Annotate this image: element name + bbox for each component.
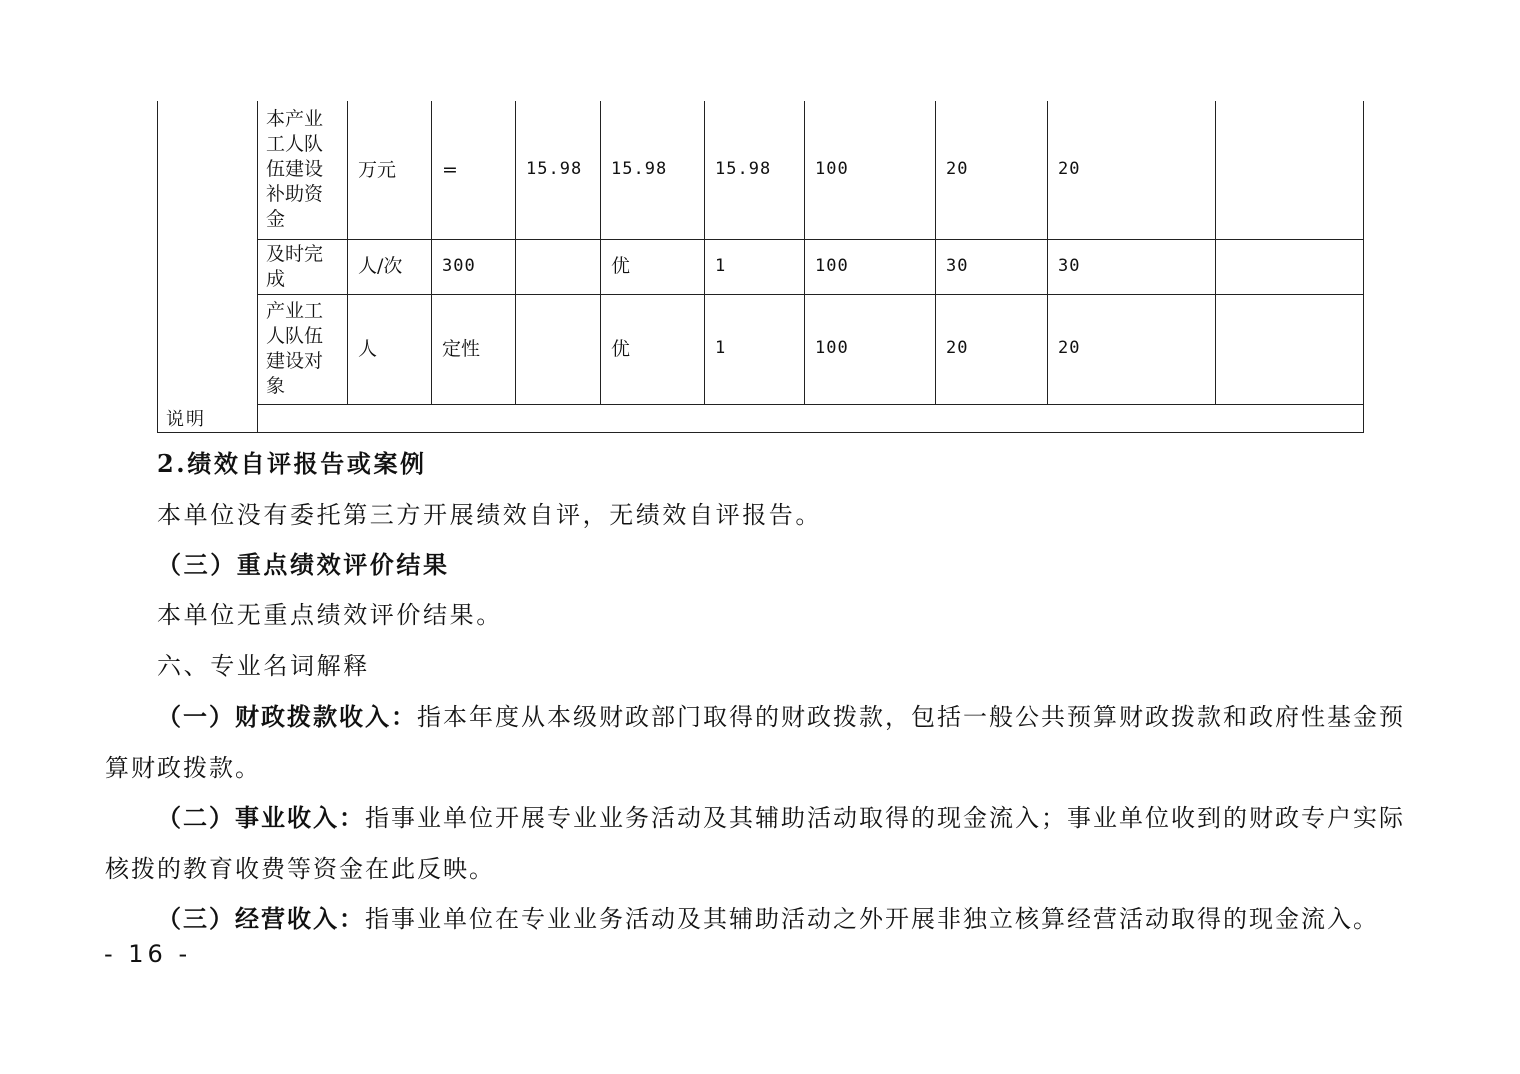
unit-cell: 人 <box>348 294 432 404</box>
note-value <box>258 404 1364 432</box>
value-cell: 20 <box>936 294 1048 404</box>
value-cell: 20 <box>1048 101 1216 239</box>
term-definition: 指事业单位开展专业业务活动及其辅助活动取得的现金流入；事业单位收到的财政专户实际核拨的教育收费等资金在此反映。 <box>105 804 1405 883</box>
value-cell: 30 <box>1048 239 1216 294</box>
term-fiscal-appropriation <box>105 691 1417 794</box>
term-definition: 指事业单位在专业业务活动及其辅助活动之外开展非独立核算经营活动取得的现金流入。 <box>365 905 1379 933</box>
paragraph-key-results: 本单位无重点绩效评价结果。 <box>157 601 503 629</box>
term-label: （三）经营收入： <box>157 904 365 933</box>
section-heading-report: 2.绩效自评报告或案例 <box>157 449 427 478</box>
term-business-income <box>105 792 1417 895</box>
value-cell: 20 <box>1048 294 1216 404</box>
term-label: （二）事业收入： <box>157 803 365 832</box>
value-cell: 30 <box>936 239 1048 294</box>
note-row <box>158 404 1364 432</box>
actual-cell: 15.98 <box>601 101 705 239</box>
target-cell <box>516 294 601 404</box>
unit-cell: 人/次 <box>348 239 432 294</box>
page-number: - 16 - <box>104 940 192 968</box>
term-definition: 指本年度从本级财政部门取得的财政拨款，包括一般公共预算财政拨款和政府性基金预算财政拨款。 <box>105 703 1405 782</box>
value-cell: 100 <box>805 239 936 294</box>
table-row <box>158 294 1364 404</box>
value-cell: 100 <box>805 294 936 404</box>
term-operating-income <box>105 893 1417 945</box>
symbol-cell: 定性 <box>432 294 516 404</box>
symbol-cell: 300 <box>432 239 516 294</box>
value-cell: 15.98 <box>705 101 805 239</box>
target-cell: 15.98 <box>516 101 601 239</box>
performance-table <box>157 101 1364 433</box>
table-row <box>158 101 1364 239</box>
merged-blank-cell <box>158 101 258 404</box>
value-cell: 100 <box>805 101 936 239</box>
indicator-name-cell: 及时完成 <box>258 239 348 294</box>
remark-cell <box>1216 294 1364 404</box>
remark-cell <box>1216 239 1364 294</box>
symbol-cell: = <box>432 101 516 239</box>
target-cell <box>516 239 601 294</box>
indicator-name-cell: 本产业工人队伍建设补助资金 <box>258 101 348 239</box>
actual-cell: 优 <box>601 239 705 294</box>
note-label: 说明 <box>158 404 258 432</box>
value-cell: 20 <box>936 101 1048 239</box>
unit-cell: 万元 <box>348 101 432 239</box>
indicator-name-cell: 产业工人队伍建设对象 <box>258 294 348 404</box>
value-cell: 1 <box>705 294 805 404</box>
section-heading-key-results: （三）重点绩效评价结果 <box>157 550 450 579</box>
term-label: （一）财政拨款收入： <box>157 702 417 731</box>
table-row <box>158 239 1364 294</box>
paragraph-report: 本单位没有委托第三方开展绩效自评，无绩效自评报告。 <box>157 501 822 529</box>
section-heading-terms: 六、专业名词解释 <box>157 652 370 680</box>
actual-cell: 优 <box>601 294 705 404</box>
value-cell: 1 <box>705 239 805 294</box>
remark-cell <box>1216 101 1364 239</box>
